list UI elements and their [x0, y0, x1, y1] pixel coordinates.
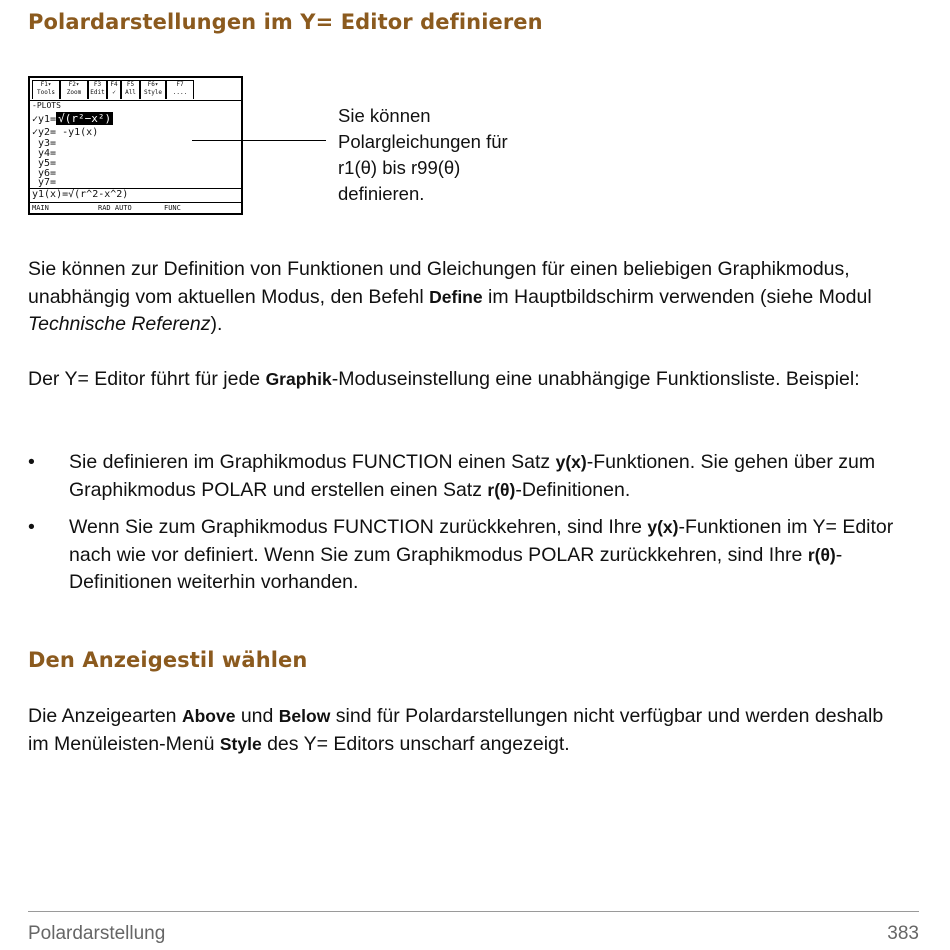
text: sind für Polardarstellungen nicht verfügbar und werden deshalb im Menüleisten-Menü [28, 705, 884, 755]
command-define: Define [429, 286, 483, 307]
paragraph-style [28, 703, 898, 758]
y4-row: y4= [32, 148, 57, 159]
term-above: Above [181, 706, 236, 726]
calculator-toolbar [30, 78, 241, 101]
text: Wenn Sie zum Graphikmodus FUNCTION zurückkehren, sind Ihre [69, 516, 648, 538]
y3-row: y3= [32, 138, 57, 149]
section-heading-style: Den Anzeigestil wählen [28, 648, 308, 672]
text: des Y= Editors unscharf angezeigt. [261, 732, 570, 755]
callout-text [338, 103, 558, 207]
text: -Moduseinstellung eine unabhängige Funktionsliste. Beispiel: [331, 368, 860, 390]
toolbar-f7: F7 .... [166, 80, 194, 99]
status-bar [30, 202, 241, 212]
toolbar-f1: F1▾ Tools [32, 80, 60, 99]
text: Die Anzeigearten [28, 705, 182, 727]
status-main: MAIN [32, 204, 49, 212]
leader-line [192, 140, 326, 141]
status-mode: RAD AUTO [98, 204, 132, 212]
y1-row [32, 114, 113, 125]
term: r(θ) [807, 544, 836, 565]
bullet-item-1 [28, 449, 918, 504]
mode-graphik: Graphik [265, 369, 332, 389]
paragraph-define [28, 256, 908, 339]
toolbar-f5: F5 All [121, 80, 140, 99]
text: -Definitionen. [515, 478, 631, 501]
callout-line-3: r1(θ) bis r99(θ) [338, 157, 461, 178]
toolbar-f3: F3 Edit [88, 80, 107, 99]
paragraph-editor [28, 366, 923, 394]
bullet-item-2 [28, 514, 918, 597]
y5-row: y5= [32, 158, 57, 169]
entry-line: y1(x)=√(r^2-x^2) [30, 188, 241, 201]
y1-value: √(r²−x²) [58, 112, 112, 125]
y1-prefix: ✓y1= [32, 114, 57, 125]
reference-title: Technische Referenz [28, 313, 211, 335]
term-below: Below [278, 706, 331, 726]
plots-label: -PLOTS [32, 101, 61, 110]
text: im Hauptbildschirm verwenden (siehe Modul [482, 285, 872, 308]
bullet-icon: • [28, 516, 35, 538]
footer-divider [28, 911, 919, 912]
callout-line-1: Sie können [338, 105, 431, 126]
page-number: 383 [887, 923, 919, 944]
bullet-text [69, 449, 918, 504]
text: ). [210, 313, 223, 335]
y2-row: ✓y2= -y1(x) [32, 127, 99, 138]
callout-line-4: definieren. [338, 183, 425, 204]
bullet-text [69, 514, 918, 597]
bullet-icon: • [28, 451, 35, 473]
term: r(θ) [487, 479, 516, 500]
term-style: Style [219, 733, 262, 754]
term: y(x) [555, 452, 587, 472]
y6-row: y6= [32, 168, 57, 179]
text: -Funktionen im Y= Editor nach wie vor definiert. Wenn Sie zum Graphikmodus POLAR zurückkehren, sind Ihre [69, 516, 894, 566]
callout-line-2: Polargleichungen für [338, 131, 508, 152]
section-heading: Polardarstellungen im Y= Editor definieren [28, 10, 543, 34]
y7-row: y7= [32, 178, 57, 187]
toolbar-f6: F6▾ Style [140, 80, 166, 99]
text: Sie können zur Definition von Funktionen und Gleichungen für einen beliebigen Graphikmodus, unabhängig vom aktuellen Modus, den Befehl [28, 258, 850, 308]
text: Der Y= Editor führt für jede [28, 368, 266, 390]
text: und [235, 705, 279, 727]
toolbar-f4: F4 ✓ [107, 80, 121, 99]
calculator-screen [28, 76, 243, 215]
text: Sie definieren im Graphikmodus FUNCTION einen Satz [69, 451, 556, 473]
term: y(x) [647, 517, 679, 537]
status-func: FUNC [164, 204, 181, 212]
text: -Funktionen. Sie gehen über zum Graphikmodus POLAR und erstellen einen Satz [69, 451, 876, 501]
text: -Definitionen weiterhin vorhanden. [69, 543, 843, 593]
footer-title: Polardarstellung [28, 923, 166, 944]
toolbar-f2: F2▾ Zoom [60, 80, 88, 99]
